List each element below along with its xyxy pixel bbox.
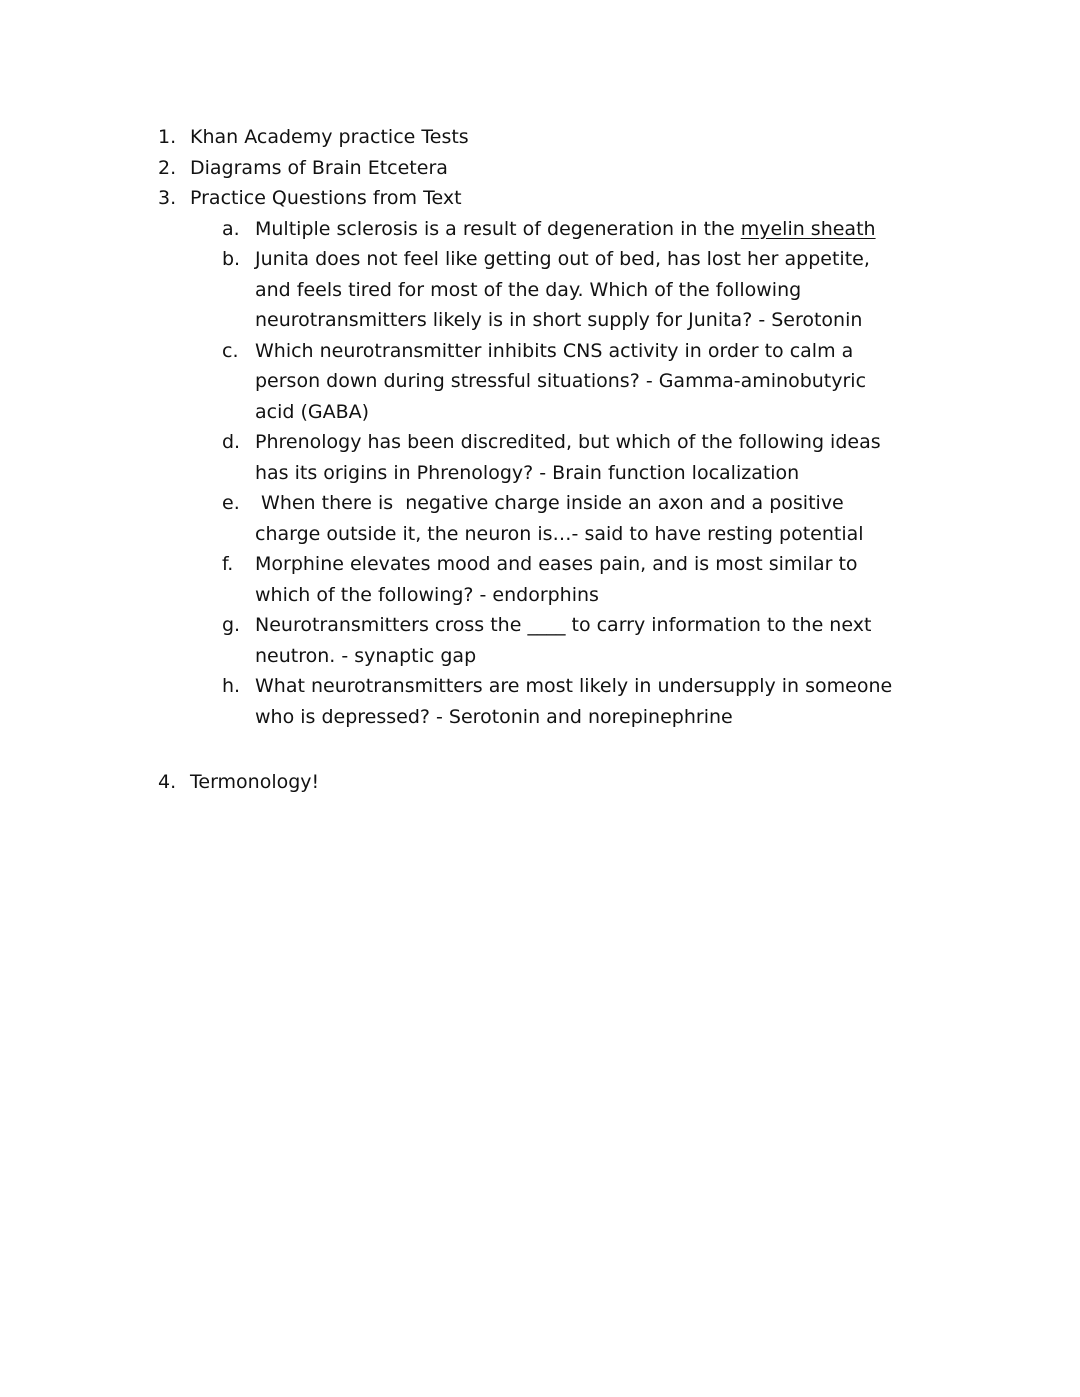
list-marker: c. — [222, 339, 239, 362]
list-marker: a. — [222, 217, 240, 240]
list-item-text: Multiple sclerosis is a result of degeneration in the myelin sheath — [255, 217, 876, 240]
list-marker: g. — [222, 614, 241, 636]
list-item-text: Morphine elevates mood and eases pain, and is most similar to which of the following? - endorphins — [255, 553, 858, 606]
list-marker: h. — [222, 675, 241, 697]
underlined-text: myelin sheath — [740, 217, 876, 240]
list-item-text: When there is negative charge inside an axon and a positive charge outside it, the neuron is…- said to have resting potential — [255, 492, 864, 545]
list-item — [127, 488, 957, 549]
list-marker: 2. — [158, 156, 177, 179]
list-item — [127, 549, 957, 610]
list-marker: 4. — [158, 771, 177, 793]
list-item — [127, 244, 957, 336]
list-marker: d. — [222, 431, 241, 453]
list-item — [127, 767, 957, 798]
list-item — [127, 183, 957, 214]
list-item-text: Junita does not feel like getting out of bed, has lost her appetite, and feels tired for most of the day. Which of the following neurotransmitters likely is in short supply for Junita? - Serotonin — [255, 248, 870, 331]
list-item — [127, 214, 957, 245]
list-item — [127, 610, 957, 671]
list-item-text: Which neurotransmitter inhibits CNS activity in order to calm a person down during stressful situations? - Gamma-aminobutyric acid (GABA) — [255, 339, 867, 423]
list-marker: 1. — [158, 126, 177, 148]
list-marker: 3. — [158, 187, 177, 209]
list-item — [127, 336, 957, 428]
list-item — [127, 122, 957, 153]
list-item-text: Termonology! — [190, 771, 320, 793]
list-marker: b. — [222, 248, 241, 270]
list-item-text: Phrenology has been discredited, but which of the following ideas has its origins in Phrenology? - Brain function localization — [255, 431, 881, 484]
list-item — [127, 427, 957, 488]
list-item — [127, 153, 957, 184]
list-item-text: Neurotransmitters cross the ____ to carry information to the next neutron. - synaptic gap — [255, 614, 872, 667]
list-item-text: Diagrams of Brain Etcetera — [190, 156, 448, 179]
list-marker: e. — [222, 492, 240, 514]
list-item-text: Practice Questions from Text — [190, 187, 462, 209]
list-item-text: Khan Academy practice Tests — [190, 126, 469, 148]
list-marker: f. — [222, 553, 234, 575]
list-item-text: What neurotransmitters are most likely in undersupply in someone who is depressed? - Serotonin and norepinephrine — [255, 675, 893, 728]
list-item — [127, 671, 957, 732]
document-body — [127, 122, 957, 798]
